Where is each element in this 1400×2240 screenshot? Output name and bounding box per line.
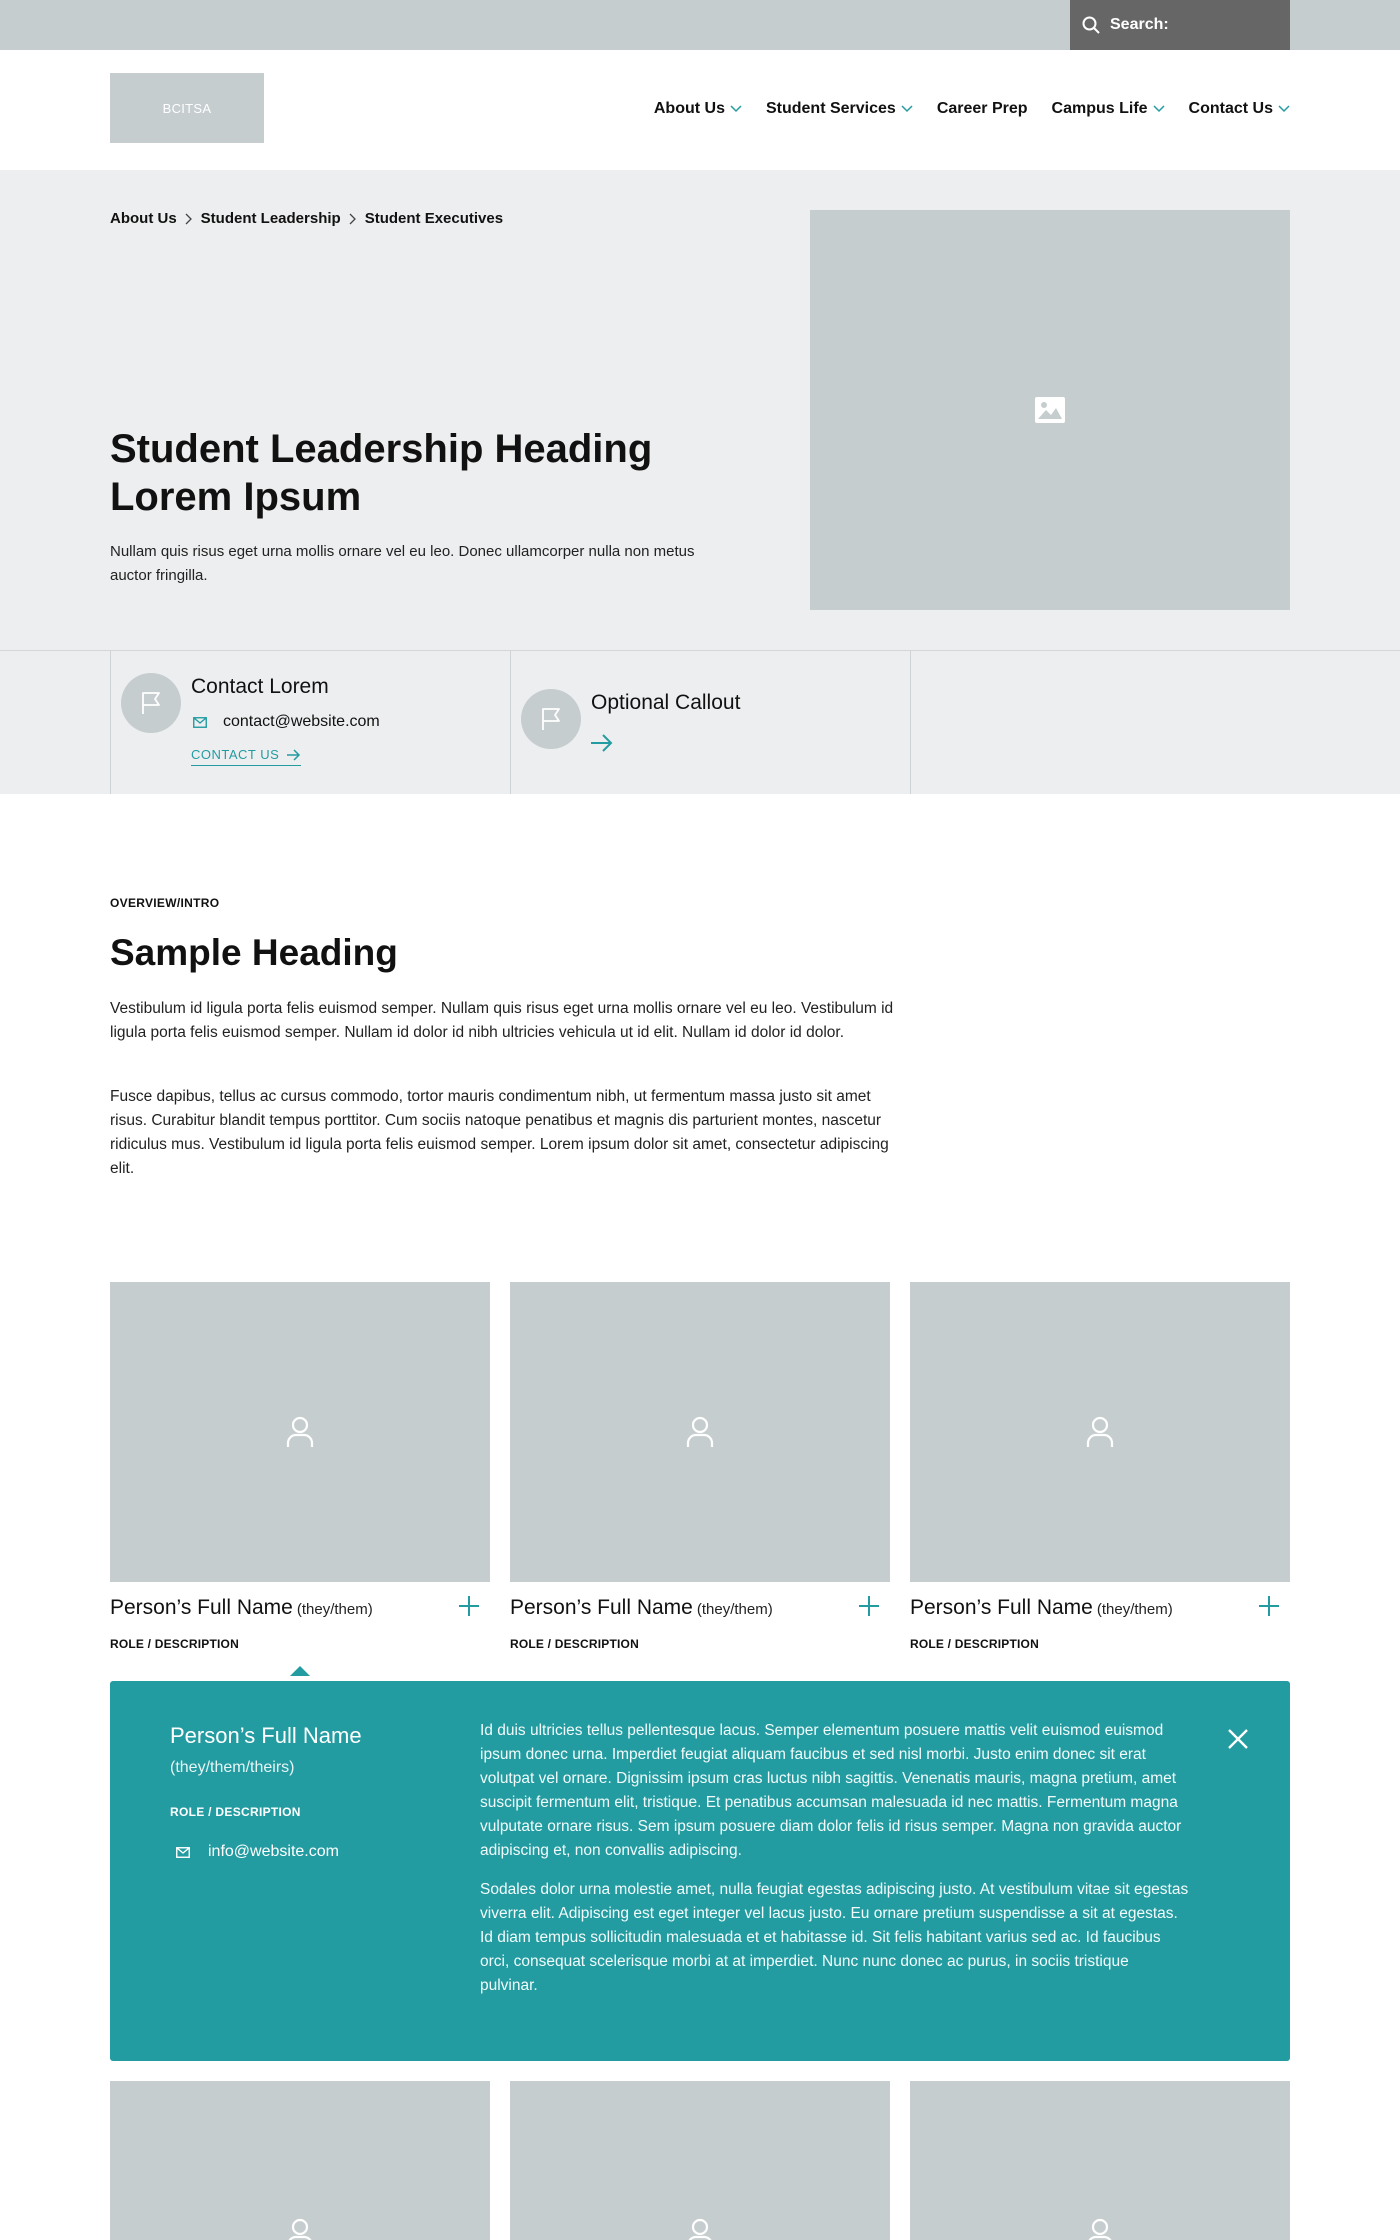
callout-icon-circle <box>521 689 581 749</box>
panel-role: ROLE / DESCRIPTION <box>170 1805 301 1819</box>
person-photo-placeholder[interactable] <box>510 1282 890 1582</box>
callout-icon-circle <box>121 673 181 733</box>
callout-email[interactable] <box>191 713 380 731</box>
user-icon <box>1086 2218 1114 2240</box>
panel-pointer <box>290 1666 310 1676</box>
panel-bio-paragraph: Id duis ultricies tellus pellentesque lacus. Semper elementum posuere mattis velit euismod euismod ipsum donec urna. Imperdiet feugiat aliquam faucibus et sed nisl morbi. Justo enim donec sit erat volutpat vel ornare. Dignissim ipsum cras luctus nibh sagittis. Venenatis mauris, magna pretium, amet suscipit fermentum elit, tristique. Et penatibus accumsan malesuada id nec mattis. Fermentum magna vulputate ornare risus. Sem ipsum posuere diam dolor felis id risus semper. Magna non gravida auctor adipiscing et, non convallis adipiscing. <box>480 1722 1182 1859</box>
hero-description: Nullam quis risus eget urna mollis ornare vel eu leo. Donec ullamcorper nulla non metus auctor fringilla. <box>110 543 695 584</box>
nav-item-label: About Us <box>653 100 725 117</box>
nav-item-student-services[interactable] <box>766 100 913 118</box>
nav-item-label: Student Services <box>765 100 896 117</box>
person-name <box>910 1596 1173 1620</box>
person-role: ROLE / DESCRIPTION <box>110 1637 239 1651</box>
page-title: Student Leadership Heading Lorem Ipsum <box>110 427 653 519</box>
expand-plus-icon[interactable] <box>1258 1595 1280 1617</box>
overview-paragraph: Vestibulum id ligula porta felis euismod semper. Nullam quis risus eget urna mollis ornare vel eu leo. Vestibulum id ligula porta felis euismod semper. Nullam id dolor id nibh ultricies vehicula ut id elit. Nullam id dolor id dolor. <box>110 1000 894 1041</box>
utility-bar <box>0 0 1400 50</box>
person-name-text: Person’s Full Name <box>910 1596 1093 1619</box>
section-eyebrow: OVERVIEW/INTRO <box>110 896 220 910</box>
flag-icon <box>540 707 562 731</box>
image-icon <box>1035 397 1065 423</box>
person-name-text: Person’s Full Name <box>510 1596 693 1619</box>
callout-contact <box>110 651 510 794</box>
search-label: Search: <box>1110 16 1169 33</box>
breadcrumb-item-student-executives: Student Executives <box>364 210 504 227</box>
user-icon <box>686 2218 714 2240</box>
hero-image-placeholder <box>810 210 1290 610</box>
expand-plus-icon[interactable] <box>458 1595 480 1617</box>
contact-us-link-label: CONTACT US <box>191 747 280 762</box>
panel-pronouns: (they/them/theirs) <box>170 1759 295 1776</box>
search-icon <box>1082 16 1100 34</box>
user-icon <box>1086 1416 1114 1448</box>
person-photo-placeholder[interactable] <box>910 2081 1290 2240</box>
mail-icon <box>176 1847 190 1858</box>
nav-item-label: Contact Us <box>1188 100 1273 117</box>
chevron-down-icon <box>901 105 913 113</box>
main-nav <box>654 100 1290 118</box>
chevron-down-icon <box>730 105 742 113</box>
person-photo-placeholder[interactable] <box>110 1282 490 1582</box>
person-pronouns: (they/them) <box>696 1601 773 1618</box>
callout-title: Optional Callout <box>591 691 741 714</box>
breadcrumb-item-about-us[interactable]: About Us <box>110 210 177 227</box>
arrow-right-icon[interactable] <box>591 734 613 752</box>
person-photo-placeholder[interactable] <box>110 2081 490 2240</box>
user-icon <box>286 2218 314 2240</box>
site-header <box>0 50 1400 170</box>
contact-us-link[interactable] <box>191 747 301 766</box>
person-pronouns: (they/them) <box>296 1601 373 1618</box>
breadcrumb-item-student-leadership[interactable]: Student Leadership <box>200 210 341 227</box>
person-name <box>510 1596 773 1620</box>
expand-plus-icon[interactable] <box>858 1595 880 1617</box>
callout-empty <box>910 651 1310 794</box>
person-pronouns: (they/them) <box>1096 1601 1173 1618</box>
person-name <box>110 1596 373 1620</box>
panel-email[interactable] <box>176 1843 339 1861</box>
callout-optional <box>510 651 910 794</box>
flag-icon <box>140 691 162 715</box>
search-box[interactable] <box>1070 0 1290 50</box>
chevron-down-icon <box>1153 105 1165 113</box>
nav-item-about-us[interactable] <box>654 100 742 118</box>
mail-icon <box>193 717 207 728</box>
panel-email-text: info@website.com <box>208 1843 339 1860</box>
panel-bio-paragraph: Sodales dolor urna molestie amet, nulla feugiat egestas adipiscing justo. At vestibulum vitae sit egestas viverra elit. Adipiscing est eget integer vel lacus justo. Eu ornare pretium suspendisse a sit at egestas. Id diam tempus sollicitudin malesuada et et habitasse id. Sit felis habitant varius sed ac. Id faucibus orci, consequat scelerisque morbi at at imperdiet. Nunc nunc donec ac purus, in sociis tristique pulvinar. <box>480 1881 1189 1994</box>
nav-item-label: Career Prep <box>936 100 1028 117</box>
person-name-text: Person’s Full Name <box>110 1596 293 1619</box>
person-role: ROLE / DESCRIPTION <box>910 1637 1039 1651</box>
nav-item-contact-us[interactable] <box>1189 100 1290 118</box>
close-icon[interactable] <box>1226 1727 1250 1751</box>
site-logo[interactable]: BCITSA <box>110 73 264 143</box>
panel-person-name: Person’s Full Name <box>170 1723 362 1748</box>
chevron-right-icon <box>349 213 357 225</box>
callout-email-text: contact@website.com <box>223 713 380 730</box>
section-heading: Sample Heading <box>110 932 398 973</box>
user-icon <box>686 1416 714 1448</box>
nav-item-campus-life[interactable] <box>1052 100 1165 118</box>
breadcrumb <box>110 210 503 227</box>
callout-band <box>0 650 1400 794</box>
person-photo-placeholder[interactable] <box>910 1282 1290 1582</box>
user-icon <box>286 1416 314 1448</box>
person-photo-placeholder[interactable] <box>510 2081 890 2240</box>
arrow-right-icon <box>287 749 301 761</box>
person-role: ROLE / DESCRIPTION <box>510 1637 639 1651</box>
chevron-down-icon <box>1278 105 1290 113</box>
overview-paragraph: Fusce dapibus, tellus ac cursus commodo, tortor mauris condimentum nibh, ut fermentum massa justo sit amet risus. Curabitur blandit tempus porttitor. Cum sociis natoque penatibus et magnis dis parturient montes, nascetur ridiculus mus. Vestibulum id ligula porta felis euismod semper. Lorem ipsum dolor sit amet, consectetur adipiscing elit. <box>110 1088 889 1177</box>
nav-item-label: Campus Life <box>1051 100 1148 117</box>
chevron-right-icon <box>185 213 193 225</box>
callout-title: Contact Lorem <box>191 675 329 698</box>
hero-section <box>0 170 1400 650</box>
nav-item-career-prep[interactable] <box>937 100 1028 118</box>
person-detail-panel <box>110 1681 1290 2061</box>
